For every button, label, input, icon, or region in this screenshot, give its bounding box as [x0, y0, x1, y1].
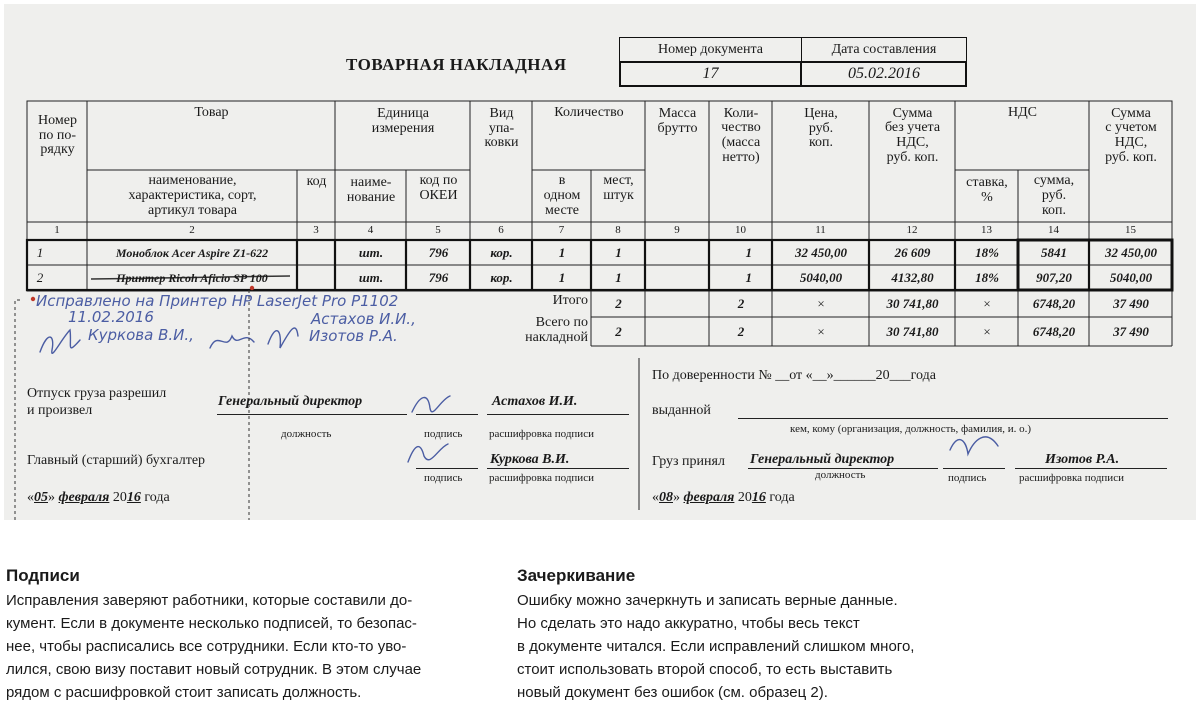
- col-number-4: 4: [367, 224, 374, 237]
- accountant-name: Куркова В.И.: [490, 452, 570, 467]
- grand-total-net: 2: [737, 324, 745, 340]
- receiver-caption-sign: подпись: [948, 472, 987, 484]
- release-caption-decode: расшифровка подписи: [489, 428, 594, 440]
- col-number-11: 11: [815, 224, 826, 237]
- total-label: Итого: [552, 292, 588, 308]
- header-unit: Единица измерения: [371, 106, 435, 136]
- grand-total-vat-sum: 6748,20: [1032, 324, 1076, 340]
- table-row-1-unit: шт.: [358, 245, 384, 261]
- table-row-1-in-place: 1: [558, 245, 566, 261]
- col-number-3: 3: [313, 224, 319, 237]
- col-number-10: 10: [735, 224, 746, 237]
- total-vat-rate: ×: [983, 296, 991, 312]
- receiver-position: Генеральный директор: [750, 452, 895, 467]
- release-name-line: [487, 414, 629, 415]
- doc-date-value: 05.02.2016: [848, 64, 920, 82]
- release-position: Генеральный директор: [218, 394, 363, 409]
- release-name: Астахов И.И.: [492, 394, 578, 409]
- table-row-2-in-place: 1: [558, 270, 566, 286]
- table-row-1-places: 1: [615, 245, 622, 261]
- header-product-code: код: [306, 173, 327, 189]
- table-row-2-okei: 796: [428, 270, 449, 286]
- receiver-caption-position: должность: [815, 469, 866, 481]
- accountant-sign-line: [416, 468, 478, 469]
- proxy-issued-line: [738, 418, 1168, 419]
- header-vat-rate: ставка, %: [966, 175, 1008, 205]
- header-product-name: наименование, характеристика, сорт, артикул товара: [128, 173, 257, 218]
- grand-total-label: Всего по накладной: [525, 315, 588, 345]
- col-number-6: 6: [498, 224, 504, 237]
- total-sum-vat: 37 490: [1113, 296, 1149, 312]
- table-row-2-vat-rate: 18%: [975, 270, 999, 286]
- release-sign-line: [416, 414, 478, 415]
- header-price: Цена, руб. коп.: [804, 105, 838, 151]
- correction-name-2: Астахов И.И.,: [311, 310, 416, 328]
- header-unit-okei: код по ОКЕИ: [419, 173, 458, 203]
- table-row-1-okei: 796: [428, 245, 449, 261]
- table-row-1-sum-vat: 32 450,00: [1105, 245, 1157, 261]
- total-net: 2: [737, 296, 745, 312]
- header-qty-in-place: в одном месте: [543, 173, 581, 218]
- release-caption-position: должность: [281, 428, 332, 440]
- grand-total-sum-no-vat: 30 741,80: [886, 324, 939, 340]
- total-sum-no-vat: 30 741,80: [886, 296, 939, 312]
- table-row-1-vat-sum: 5841: [1041, 245, 1067, 261]
- grand-total-vat-rate: ×: [983, 324, 991, 340]
- table-row-1-package: кор.: [490, 245, 513, 261]
- release-label-1: Отпуск груза разрешил: [27, 386, 167, 401]
- note-strikethrough-title: Зачеркивание: [517, 566, 636, 585]
- doc-date-label: Дата составления: [831, 41, 937, 57]
- header-sum-no-vat: Сумма без учета НДС, руб. коп.: [884, 105, 941, 165]
- proxy-line: По доверенности № __от «__»______20___года: [652, 368, 936, 383]
- proxy-issued-caption: кем, кому (организация, должность, фамилия, и. о.): [790, 423, 1032, 435]
- table-row-2-places: 1: [615, 270, 622, 286]
- col-number-13: 13: [981, 224, 992, 237]
- table-row-1-net: 1: [745, 245, 752, 261]
- header-vat-sum: сумма, руб. коп.: [1033, 173, 1075, 218]
- table-row-1-number: 1: [36, 245, 44, 261]
- correction-name-1: Куркова В.И.,: [88, 326, 194, 344]
- header-gross: Масса брутто: [657, 106, 698, 136]
- note-signatures-text: Исправления заверяют работники, которые составили до- кумент. Если в документе несколько подписей, то безопас- нее, чтобы расписались все сотрудники. Если кто-то уво- лился, свою визу поставит новый сотрудник. В этом случае рядом с расшифровкой стоит записать должность.: [6, 592, 422, 701]
- note-strikethrough-text: Ошибку можно зачеркнуть и записать верные данные. Но сделать это надо аккуратно, чтобы весь текст в документе читался. Если исправлений слишком много, стоит использовать второй способ, то есть выставить новый документ без ошибок (см. образец 2).: [517, 592, 915, 701]
- col-number-8: 8: [615, 224, 621, 237]
- total-price: ×: [817, 296, 825, 312]
- header-quantity: Количество: [554, 104, 624, 120]
- col-number-12: 12: [906, 224, 918, 237]
- header-unit-name: наиме- нование: [346, 175, 396, 205]
- receive-date: «08» февраля 2016 года: [652, 490, 795, 505]
- table-row-2-price: 5040,00: [799, 270, 843, 286]
- col-number-14: 14: [1048, 224, 1059, 237]
- table-row-2-number: 2: [36, 270, 44, 286]
- header-vat: НДС: [1008, 104, 1037, 120]
- table-row-2-package: кор.: [490, 270, 513, 286]
- col-number-5: 5: [435, 224, 441, 237]
- doc-number-value: 17: [702, 64, 719, 82]
- table-row-1-price: 32 450,00: [795, 245, 847, 261]
- col-number-9: 9: [674, 224, 680, 237]
- grand-total-places: 2: [615, 324, 622, 340]
- release-date: «05» февраля 2016 года: [27, 490, 170, 505]
- note-signatures-title: Подписи: [6, 566, 80, 585]
- table-row-2-sum-no-vat: 4132,80: [891, 270, 934, 286]
- grand-total-price: ×: [817, 324, 825, 340]
- header-net: Коли- чество (масса нетто): [721, 105, 761, 165]
- doc-number-label: Номер документа: [657, 41, 764, 57]
- release-caption-sign: подпись: [424, 428, 463, 440]
- receiver-caption-decode: расшифровка подписи: [1019, 472, 1124, 484]
- correction-line-1: Исправлено на Принтер HP LaserJet Pro P1102: [36, 292, 399, 310]
- release-label-2: и произвел: [27, 403, 93, 418]
- header-product: Товар: [194, 104, 229, 120]
- total-vat-sum: 6748,20: [1032, 296, 1076, 312]
- accountant-name-line: [487, 468, 629, 469]
- correction-line-2: 11.02.2016: [68, 308, 154, 326]
- correction-name-3: Изотов Р.А.: [309, 327, 398, 345]
- release-position-line: [217, 414, 407, 415]
- col-number-1: 1: [54, 224, 60, 237]
- table-row-2-vat-sum: 907,20: [1036, 270, 1072, 286]
- header-number: Номер по по- рядку: [38, 112, 77, 158]
- table-row-1-name: Моноблок Acer Aspire Z1-622: [115, 245, 269, 260]
- col-number-7: 7: [558, 224, 565, 237]
- accountant-caption-sign: подпись: [424, 472, 463, 484]
- accountant-label: Главный (старший) бухгалтер: [27, 453, 206, 468]
- proxy-issued-label: выданной: [652, 403, 711, 418]
- receiver-label: Груз принял: [652, 454, 725, 469]
- header-sum-vat: Сумма с учетом НДС, руб. коп.: [1105, 105, 1157, 165]
- table-row-2-name: Принтер Ricoh Aficio SP 100: [116, 270, 268, 285]
- accountant-caption-decode: расшифровка подписи: [489, 472, 594, 484]
- receiver-sign-line: [943, 468, 1005, 469]
- document-title: ТОВАРНАЯ НАКЛАДНАЯ: [346, 55, 567, 74]
- table-row-2-unit: шт.: [358, 270, 384, 286]
- col-number-2: 2: [189, 224, 195, 237]
- header-qty-places: мест, штук: [603, 173, 634, 203]
- receiver-name: Изотов Р.А.: [1045, 452, 1120, 467]
- table-row-2-net: 1: [745, 270, 752, 286]
- total-places: 2: [615, 296, 622, 312]
- receiver-name-line: [1015, 468, 1167, 469]
- col-number-15: 15: [1125, 224, 1136, 237]
- table-row-1-sum-no-vat: 26 609: [894, 245, 931, 261]
- grand-total-sum-vat: 37 490: [1113, 324, 1149, 340]
- table-row-1-vat-rate: 18%: [975, 245, 999, 261]
- header-package: Вид упа- ковки: [484, 105, 519, 151]
- table-row-2-sum-vat: 5040,00: [1109, 270, 1153, 286]
